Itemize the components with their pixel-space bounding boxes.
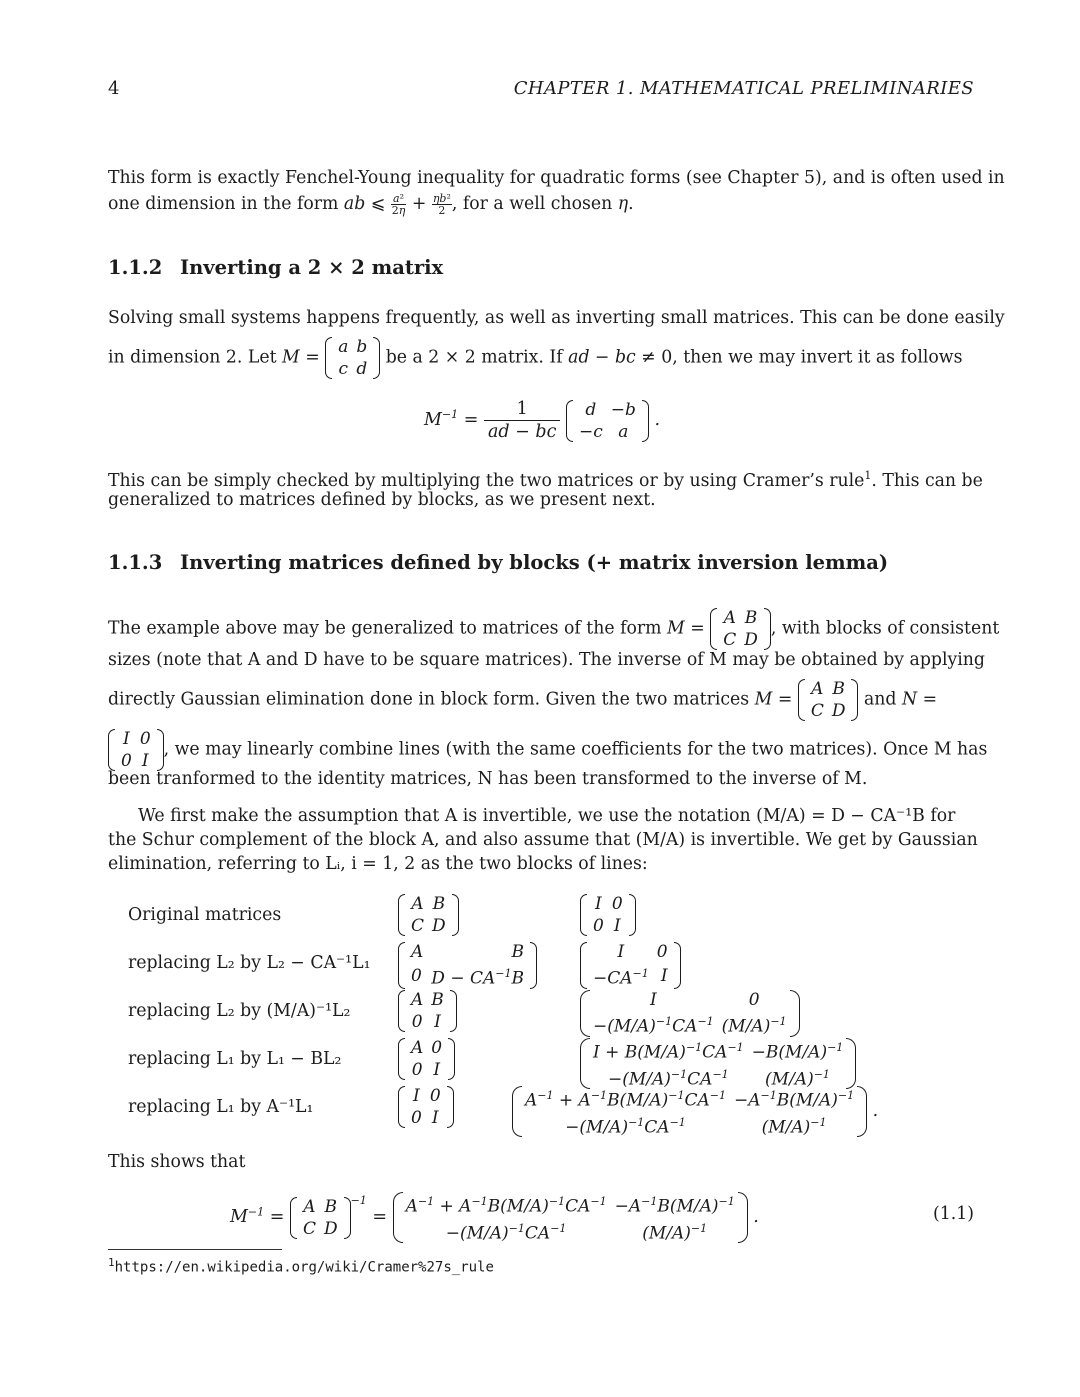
- intro-line-1: This form is exactly Fenchel-Young inequality for quadratic forms (see Chapter 5), and is often used in: [108, 168, 1005, 188]
- s112-p1-line-2: in dimension 2. Let M = a b c d be a 2 × 2 matrix. If ad − bc ≠ 0, then we may invert it as follows: [108, 337, 963, 379]
- footnote-rule: [108, 1249, 282, 1250]
- step-label-2: replacing L₂ by L₂ − CA⁻¹L₁: [128, 953, 371, 973]
- equation-number: (1.1): [933, 1204, 974, 1224]
- section-heading-1-1-2: 1.1.2 Inverting a 2 × 2 matrix: [108, 256, 444, 279]
- step5-matrix-M: I 0 0 I: [398, 1085, 454, 1129]
- s113-p2-line-2: the Schur complement of the block A, and also assume that (M/A) is invertible. We get by Gaussian: [108, 830, 978, 850]
- step-label-3: replacing L₂ by (M/A)⁻¹L₂: [128, 1001, 351, 1021]
- step5-matrix-N: $A^{-1} + A^{-1}B(M/A)^{-1}CA^{-1}$ $-A^{-1}B(M/A)^{-1}$ $-(M/A)^{-1}CA^{-1}$ $(M/A)^{-1}$ .: [512, 1085, 878, 1138]
- step2-matrix-M: A B 0 $D - CA^{-1}B$: [398, 941, 537, 990]
- step4-matrix-N: $I + B(M/A)^{-1}CA^{-1}$ $-B(M/A)^{-1}$ $-(M/A)^{-1}CA^{-1}$ $(M/A)^{-1}$: [580, 1037, 856, 1090]
- s112-p2-line-2: generalized to matrices defined by blocks, as we present next.: [108, 490, 656, 510]
- step-label-4: replacing L₁ by L₁ − BL₂: [128, 1049, 342, 1069]
- s113-p1-line-3: directly Gaussian elimination done in block form. Given the two matrices M = A B C D and N =: [108, 679, 938, 721]
- step-label-5: replacing L₁ by A⁻¹L₁: [128, 1097, 314, 1117]
- s113-p1-line-2: sizes (note that A and D have to be square matrices). The inverse of M may be obtained by applying: [108, 650, 985, 670]
- equation-1-1: $M^{-1}$ = A B C D $^{-1}$ = $A^{-1} + A^{-1}B(M/A)^{-1}CA^{-1}$ $-A^{-1}B(M/A)^{-1}$ $-(M/A)^{-1}CA^{-1}$ $(M/A)^{-1}$ .: [230, 1191, 759, 1244]
- matrix-M-2x2: a b c d: [325, 336, 380, 380]
- chapter-title: CHAPTER 1. MATHEMATICAL PRELIMINARIES: [513, 78, 974, 99]
- step1-matrix-M: A B C D: [398, 893, 459, 937]
- s112-p1-line-1: Solving small systems happens frequently, as well as inverting small matrices. This can be done easily: [108, 308, 1005, 328]
- s113-p1-line-1: The example above may be generalized to matrices of the form M = A B C D , with blocks of consistent: [108, 608, 1000, 650]
- s112-p2-line-1: This can be simply checked by multiplying the two matrices or by using Cramer’s rule$^1$. This can be: [108, 469, 983, 491]
- footnote: $^1$https://en.wikipedia.org/wiki/Cramer%27s_rule: [108, 1256, 494, 1276]
- step4-matrix-M: A 0 0 I: [398, 1037, 455, 1081]
- step1-matrix-N: I 0 0 I: [580, 893, 636, 937]
- intro-line-2: one dimension in the form ab ⩽ $\frac{\text{a²}}{2\eta}$ + $\frac{\text{ηb²}}{2}$ , for a well chosen η.: [108, 192, 634, 217]
- footnote-url[interactable]: https://en.wikipedia.org/wiki/Cramer%27s_rule: [114, 1259, 494, 1276]
- inverse-2x2-equation: $M^{-1}$ = $\frac{1}{ad - bc}$ d −b −c a .: [424, 399, 661, 442]
- this-shows-that: This shows that: [108, 1152, 246, 1172]
- s113-p1-line-5: been tranformed to the identity matrices, N has been transformed to the inverse of M.: [108, 769, 868, 789]
- step3-matrix-M: A B 0 I: [398, 989, 457, 1033]
- s113-p1-line-4: I 0 0 I , we may linearly combine lines (with the same coefficients for the two matrices). Once M has: [108, 728, 974, 772]
- s113-p2-line-3: elimination, referring to Lᵢ, i = 1, 2 as the two blocks of lines:: [108, 854, 648, 874]
- step3-matrix-N: I 0 $-(M/A)^{-1}CA^{-1}$ $(M/A)^{-1}$: [580, 989, 800, 1038]
- step2-matrix-N: I 0 $-CA^{-1}$ I: [580, 941, 681, 990]
- running-header: [108, 78, 974, 104]
- section-heading-1-1-3: 1.1.3 Inverting matrices defined by blocks (+ matrix inversion lemma): [108, 551, 889, 574]
- s113-p2-line-1: We first make the assumption that A is invertible, we use the notation (M/A) = D − CA⁻¹B for: [138, 806, 956, 826]
- page-number: 4: [108, 78, 120, 99]
- step-label-1: Original matrices: [128, 905, 282, 925]
